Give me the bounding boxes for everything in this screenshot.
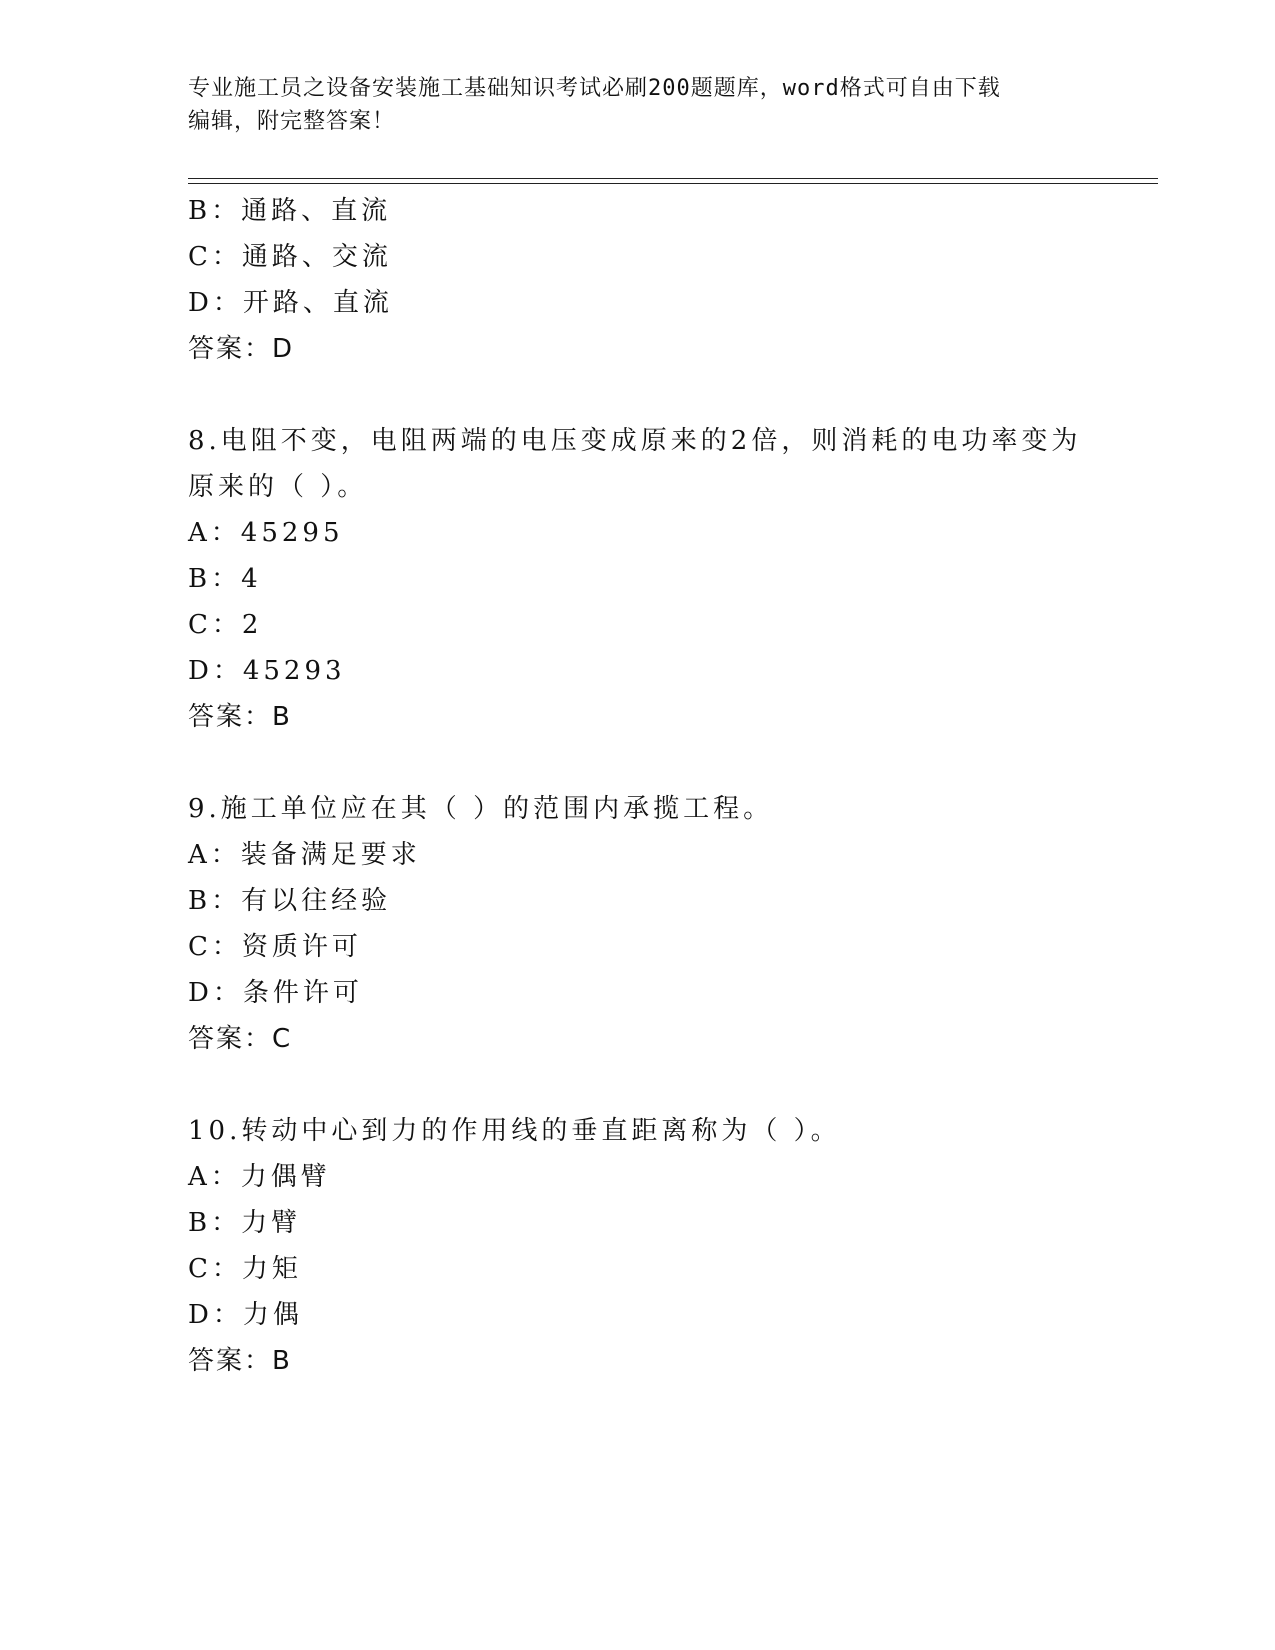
option-b: B：4 [188,564,262,594]
option-a: A：45295 [188,518,344,548]
option-b: B：通路、直流 [188,196,392,226]
question-7-continuation [188,188,1158,372]
option-d: D：力偶 [188,1300,303,1330]
answer-line: 答案：C [188,1024,293,1054]
document-body [188,188,1158,1384]
document-header [188,72,1088,138]
option-b: B：有以往经验 [188,886,392,916]
question-8 [188,418,1158,740]
option-a: A：装备满足要求 [188,840,421,870]
answer-line: 答案：D [188,334,295,364]
answer-line: 答案：B [188,702,292,732]
header-title-line-2: 编辑，附完整答案！ [188,109,396,134]
question-stem: 8.电阻不变，电阻两端的电压变成原来的2倍，则消耗的电功率变为 [188,426,1082,456]
spacer [188,1062,1158,1108]
header-double-rule [188,178,1158,184]
option-b: B：力臂 [188,1208,302,1238]
question-9 [188,786,1158,1062]
option-c: C：通路、交流 [188,242,392,272]
question-stem: 10.转动中心到力的作用线的垂直距离称为（ ）。 [188,1116,841,1146]
question-stem: 9.施工单位应在其（ ）的范围内承揽工程。 [188,794,774,824]
spacer [188,740,1158,786]
answer-line: 答案：B [188,1346,292,1376]
option-c: C：2 [188,610,263,640]
option-c: C：力矩 [188,1254,302,1284]
question-10 [188,1108,1158,1384]
header-title-line-1: 专业施工员之设备安装施工基础知识考试必刷200题题库，word格式可自由下载 [188,76,1001,101]
option-c: C：资质许可 [188,932,362,962]
option-d: D：开路、直流 [188,288,393,318]
option-d: D：条件许可 [188,978,363,1008]
option-a: A：力偶臂 [188,1162,331,1192]
option-d: D：45293 [188,656,346,686]
spacer [188,372,1158,418]
question-stem-continued: 原来的（ ）。 [188,472,368,502]
